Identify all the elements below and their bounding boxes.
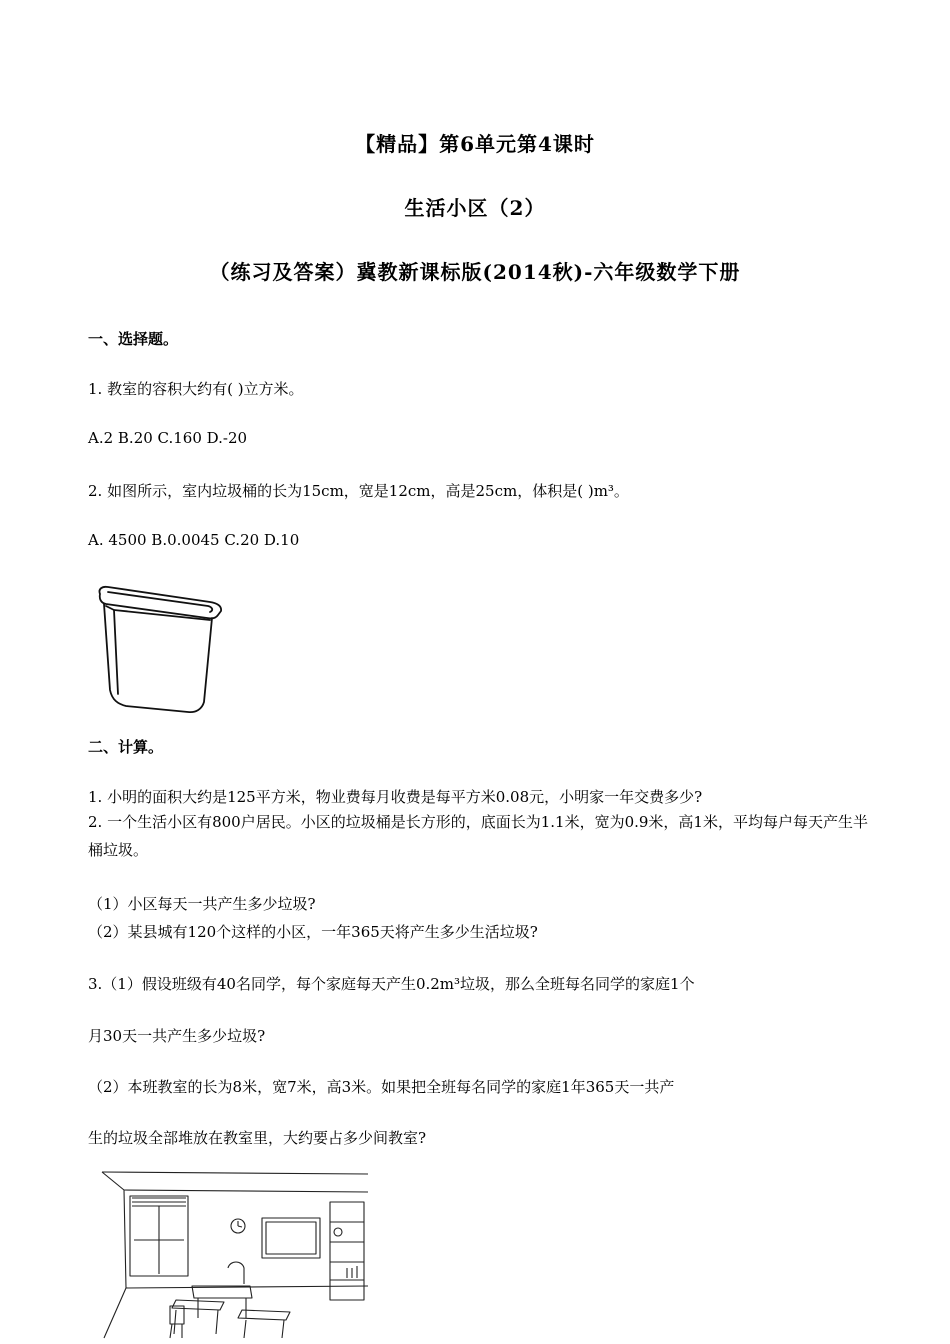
question-2-3-line2: 月30天一共产生多少垃圾? — [88, 1027, 266, 1045]
doc-title-line1: 【精品】第6单元第4课时 — [355, 132, 595, 156]
doc-title-line2: 生活小区（2） — [404, 196, 546, 220]
question-1-1-options: A.2 B.20 C.160 D.-20 — [88, 429, 248, 447]
section2-heading: 二、计算。 — [88, 738, 164, 756]
question-1-2-options: A. 4500 B.0.0045 C.20 D.10 — [88, 531, 300, 549]
doc-title-line3: （练习及答案）冀教新课标版(2014秋)-六年级数学下册 — [209, 260, 741, 284]
question-2-3-sub2-line2: 生的垃圾全部堆放在教室里，大约要占多少间教室? — [88, 1129, 427, 1147]
classroom-illustration — [100, 1168, 370, 1340]
trash-bin-illustration — [92, 582, 227, 717]
question-1-1: 1. 教室的容积大约有( )立方米。 — [88, 380, 304, 398]
question-2-2: 2. 一个生活小区有800户居民。小区的垃圾桶是长方形的，底面长为1.1米，宽为0.9米，高1米，平均每户每天产生半桶垃圾。 — [88, 813, 868, 859]
question-2-3-line1: 3.（1）假设班级有40名同学，每个家庭每天产生0.2m³垃圾，那么全班每名同学的家庭1个 — [88, 975, 695, 993]
question-1-2: 2. 如图所示，室内垃圾桶的长为15cm，宽是12cm，高是25cm，体积是( )m³。 — [88, 482, 629, 500]
question-2-3-sub2-line1: （2）本班教室的长为8米，宽7米，高3米。如果把全班每名同学的家庭1年365天一共产 — [88, 1078, 675, 1096]
question-2-2-sub2: （2）某县城有120个这样的小区，一年365天将产生多少生活垃圾? — [88, 923, 538, 941]
section1-heading: 一、选择题。 — [88, 330, 179, 348]
question-2-1: 1. 小明的面积大约是125平方米，物业费每月收费是每平方米0.08元，小明家一年交费多少? — [88, 788, 703, 806]
question-2-2-sub1: （1）小区每天一共产生多少垃圾? — [88, 895, 316, 913]
